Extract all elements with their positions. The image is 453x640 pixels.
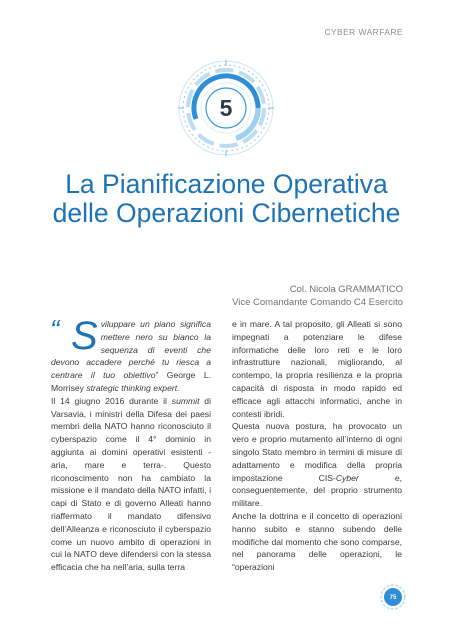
- author-role: Vice Comandante Comando C4 Esercito: [232, 297, 403, 308]
- paragraph: [51, 395, 211, 574]
- page-number-gear-icon: [380, 584, 406, 610]
- cyber-word: Cyber: [335, 472, 359, 483]
- paragraph: [232, 420, 402, 510]
- chapter-badge: [176, 58, 276, 158]
- drop-cap: S: [71, 314, 98, 358]
- quote-source: strategic thinking expert.: [86, 382, 180, 393]
- chapter-number: 5: [219, 95, 233, 121]
- paragraph-text: Il 14 giugno 2016 durante il: [51, 395, 172, 406]
- paragraph-text: e, conseguentemente, del proprio strumento militare.: [232, 472, 402, 509]
- quote-text: viluppare un piano significa mettere nero su bianco la sequenza di eventi che devono accadere perché tu riesca a centrare il tuo obiettivo: [51, 319, 211, 381]
- paragraph: Anche la dottrina e il concetto di operazioni hanno subito e stanno subendo delle modifiche dal momento che sono comparse, nel panorama delle operazioni, le “operazioni: [232, 510, 402, 573]
- opening-quote: [50, 314, 211, 395]
- quote-author: ” George L. Morrisey: [51, 370, 211, 393]
- article-title-line1: La Pianificazione Operativa: [65, 169, 388, 199]
- paragraph: e in mare. A tal proposito, gli Alleati si sono impegnati a potenziare le difese informatiche delle loro reti e le loro infrastrutture nazionali, migliorando, al contempo, la propria resilienza e la propria capacità di risposta in modo rapido ed efficace agli attacchi informatici, anche in contesti ibridi.: [232, 319, 402, 419]
- section-label: CYBER WARFARE: [324, 27, 403, 37]
- article-title: [0, 170, 453, 228]
- summit-word: summit: [171, 395, 200, 406]
- author-name: Col. Nicola GRAMMATICO: [289, 284, 403, 295]
- quote-mark: “: [50, 314, 60, 345]
- chapter-gear-badge-icon: [176, 58, 276, 158]
- text-column-left: [50, 314, 211, 574]
- article-title-line2: delle Operazioni Cibernetiche: [52, 198, 401, 228]
- paragraph-text: di Varsavia, i ministri della Difesa dei paesi membri della NATO hanno riconosciuto il cyberspazio come il 4° dominio in aggiunta ai domini operativi esistenti -aria, mare e terra-. Questo riconoscimento non ha cambiato la missione e il mandato della NATO infatti, i capi di Stato e di governo Alleati hanno riaffermato il mandato difensivo dell’Alleanza e riconosciuto il cyberspazio come un nuovo ambito di operazioni in cui la NATO deve difendersi con la stessa efficacia che ha nell’aria, sulla terra: [51, 395, 211, 573]
- text-column-right: [232, 318, 402, 574]
- author-block: [232, 283, 403, 309]
- page-number: 75: [389, 595, 397, 602]
- page-number-badge: [380, 584, 406, 610]
- paragraph-text: Questa nuova postura, ha provocato un vero e proprio mutamento all’interno di ogni singolo Stato membro in termini di misure di adattamento e modifica della propria impostazione CIS-: [232, 421, 402, 483]
